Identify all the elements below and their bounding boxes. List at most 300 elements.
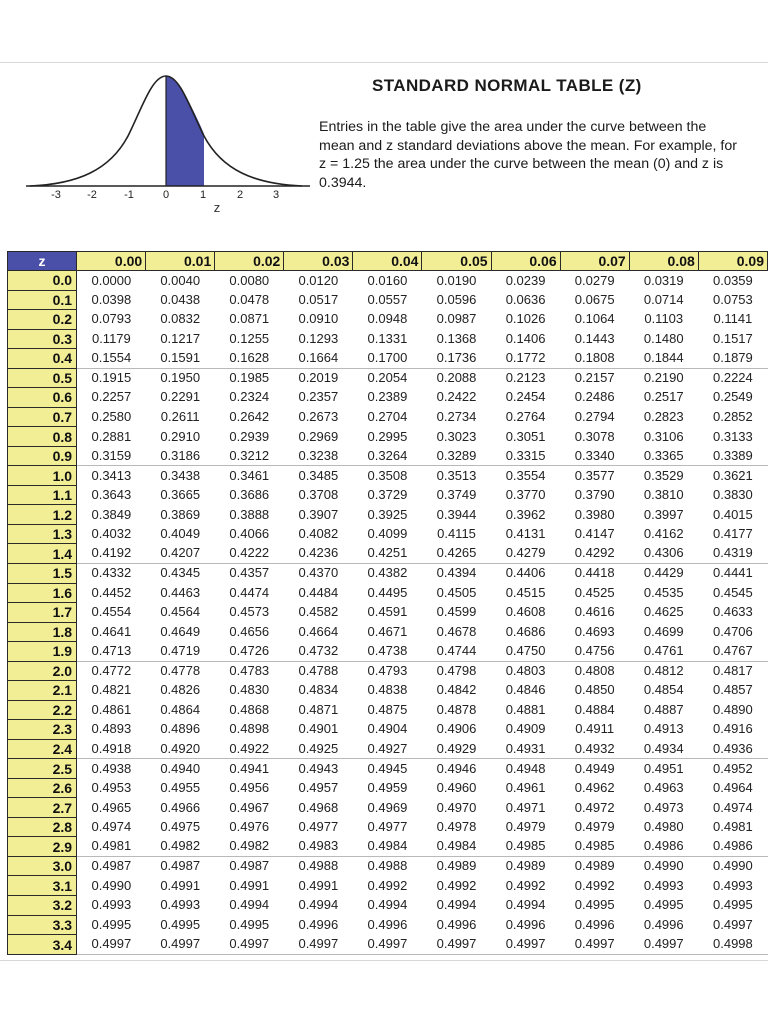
table-cell: 0.4082 — [284, 524, 353, 544]
table-cell: 0.4868 — [215, 700, 284, 720]
table-cell: 0.4970 — [422, 798, 491, 818]
table-cell: 0.4922 — [215, 739, 284, 759]
table-cell: 0.4441 — [698, 563, 767, 583]
table-cell: 0.1255 — [215, 329, 284, 349]
table-cell: 0.4997 — [422, 935, 491, 955]
table-cell: 0.4761 — [629, 642, 698, 662]
table-cell: 0.4938 — [77, 759, 146, 779]
table-cell: 0.4984 — [422, 837, 491, 857]
table-cell: 0.3133 — [698, 427, 767, 447]
table-cell: 0.4495 — [353, 583, 422, 603]
table-cell: 0.4871 — [284, 700, 353, 720]
row-z-value: 1.0 — [8, 466, 77, 486]
table-cell: 0.4983 — [284, 837, 353, 857]
table-cell: 0.4147 — [560, 524, 629, 544]
row-z-value: 3.4 — [8, 935, 77, 955]
table-cell: 0.4925 — [284, 739, 353, 759]
table-cell: 0.4726 — [215, 642, 284, 662]
table-cell: 0.2517 — [629, 388, 698, 408]
table-cell: 0.4976 — [215, 817, 284, 837]
table-cell: 0.4992 — [560, 876, 629, 896]
table-cell: 0.2190 — [629, 368, 698, 388]
table-cell: 0.4878 — [422, 700, 491, 720]
table-cell: 0.4963 — [629, 778, 698, 798]
table-cell: 0.4991 — [284, 876, 353, 896]
row-z-value: 2.3 — [8, 720, 77, 740]
table-cell: 0.4772 — [77, 661, 146, 681]
table-cell: 0.4995 — [698, 896, 767, 916]
table-cell: 0.4370 — [284, 563, 353, 583]
table-cell: 0.3962 — [491, 505, 560, 525]
table-cell: 0.4686 — [491, 622, 560, 642]
table-cell: 0.4966 — [146, 798, 215, 818]
table-cell: 0.1700 — [353, 349, 422, 369]
table-cell: 0.4834 — [284, 681, 353, 701]
table-cell: 0.3264 — [353, 446, 422, 466]
table-cell: 0.4957 — [284, 778, 353, 798]
table-cell: 0.4997 — [560, 935, 629, 955]
table-cell: 0.3621 — [698, 466, 767, 486]
column-header: 0.01 — [146, 252, 215, 271]
column-header: 0.07 — [560, 252, 629, 271]
table-cell: 0.2823 — [629, 407, 698, 427]
table-cell: 0.4875 — [353, 700, 422, 720]
table-cell: 0.4251 — [353, 544, 422, 564]
table-cell: 0.0793 — [77, 310, 146, 330]
table-cell: 0.4964 — [698, 778, 767, 798]
table-cell: 0.2291 — [146, 388, 215, 408]
table-cell: 0.3849 — [77, 505, 146, 525]
table-cell: 0.4997 — [215, 935, 284, 955]
table-cell: 0.4535 — [629, 583, 698, 603]
table-cell: 0.4974 — [698, 798, 767, 818]
row-z-value: 0.9 — [8, 446, 77, 466]
table-cell: 0.4997 — [491, 935, 560, 955]
table-body — [8, 271, 768, 955]
table-cell: 0.4982 — [146, 837, 215, 857]
table-cell: 0.3212 — [215, 446, 284, 466]
table-cell: 0.1480 — [629, 329, 698, 349]
table-cell: 0.3315 — [491, 446, 560, 466]
table-cell: 0.1772 — [491, 349, 560, 369]
table-row — [8, 778, 768, 798]
table-cell: 0.3289 — [422, 446, 491, 466]
table-cell: 0.4778 — [146, 661, 215, 681]
table-cell: 0.4994 — [353, 896, 422, 916]
table-cell: 0.2454 — [491, 388, 560, 408]
table-cell: 0.2995 — [353, 427, 422, 447]
row-z-value: 2.5 — [8, 759, 77, 779]
table-cell: 0.4943 — [284, 759, 353, 779]
table-cell: 0.2157 — [560, 368, 629, 388]
table-cell: 0.0120 — [284, 271, 353, 291]
table-cell: 0.4744 — [422, 642, 491, 662]
table-cell: 0.1179 — [77, 329, 146, 349]
table-cell: 0.0080 — [215, 271, 284, 291]
table-cell: 0.4429 — [629, 563, 698, 583]
table-cell: 0.2486 — [560, 388, 629, 408]
table-cell: 0.0478 — [215, 290, 284, 310]
table-cell: 0.1064 — [560, 310, 629, 330]
table-row — [8, 642, 768, 662]
table-cell: 0.3869 — [146, 505, 215, 525]
table-row — [8, 798, 768, 818]
table-cell: 0.4995 — [629, 896, 698, 916]
table-cell: 0.4988 — [284, 856, 353, 876]
table-cell: 0.4099 — [353, 524, 422, 544]
table-cell: 0.2549 — [698, 388, 767, 408]
table-cell: 0.4996 — [491, 915, 560, 935]
table-cell: 0.4998 — [698, 935, 767, 955]
table-cell: 0.4991 — [146, 876, 215, 896]
table-cell: 0.4971 — [491, 798, 560, 818]
table-cell: 0.4996 — [353, 915, 422, 935]
table-cell: 0.4975 — [146, 817, 215, 837]
table-cell: 0.1736 — [422, 349, 491, 369]
column-header: 0.05 — [422, 252, 491, 271]
table-cell: 0.3665 — [146, 485, 215, 505]
table-cell: 0.4192 — [77, 544, 146, 564]
table-row — [8, 915, 768, 935]
column-header: 0.04 — [353, 252, 422, 271]
table-cell: 0.2734 — [422, 407, 491, 427]
table-cell: 0.3643 — [77, 485, 146, 505]
table-cell: 0.3106 — [629, 427, 698, 447]
table-cell: 0.4279 — [491, 544, 560, 564]
table-cell: 0.4979 — [560, 817, 629, 837]
table-cell: 0.3708 — [284, 485, 353, 505]
tick-label: -1 — [124, 189, 134, 201]
table-cell: 0.1808 — [560, 349, 629, 369]
row-z-value: 1.1 — [8, 485, 77, 505]
table-cell: 0.4965 — [77, 798, 146, 818]
table-cell: 0.3907 — [284, 505, 353, 525]
table-cell: 0.4131 — [491, 524, 560, 544]
table-cell: 0.1443 — [560, 329, 629, 349]
table-cell: 0.4292 — [560, 544, 629, 564]
table-cell: 0.4732 — [284, 642, 353, 662]
table-cell: 0.4394 — [422, 563, 491, 583]
table-cell: 0.4319 — [698, 544, 767, 564]
table-cell: 0.3389 — [698, 446, 767, 466]
table-cell: 0.4236 — [284, 544, 353, 564]
table-cell: 0.4969 — [353, 798, 422, 818]
table-cell: 0.4418 — [560, 563, 629, 583]
table-cell: 0.2764 — [491, 407, 560, 427]
column-header: 0.06 — [491, 252, 560, 271]
table-cell: 0.4505 — [422, 583, 491, 603]
normal-curve-diagram — [18, 66, 318, 218]
table-cell: 0.3944 — [422, 505, 491, 525]
table-cell: 0.4945 — [353, 759, 422, 779]
table-cell: 0.4934 — [629, 739, 698, 759]
table-cell: 0.3023 — [422, 427, 491, 447]
table-row — [8, 817, 768, 837]
table-cell: 0.1103 — [629, 310, 698, 330]
table-cell: 0.4484 — [284, 583, 353, 603]
table-cell: 0.4838 — [353, 681, 422, 701]
table-row — [8, 310, 768, 330]
table-cell: 0.4884 — [560, 700, 629, 720]
table-cell: 0.3997 — [629, 505, 698, 525]
table-cell: 0.4956 — [215, 778, 284, 798]
row-z-value: 1.4 — [8, 544, 77, 564]
table-row — [8, 407, 768, 427]
table-cell: 0.4927 — [353, 739, 422, 759]
table-cell: 0.4633 — [698, 603, 767, 623]
table-row — [8, 505, 768, 525]
table-row — [8, 446, 768, 466]
table-cell: 0.4982 — [215, 837, 284, 857]
table-cell: 0.4962 — [560, 778, 629, 798]
table-cell: 0.4997 — [284, 935, 353, 955]
table-cell: 0.4826 — [146, 681, 215, 701]
table-cell: 0.4977 — [353, 817, 422, 837]
table-cell: 0.2852 — [698, 407, 767, 427]
table-cell: 0.4901 — [284, 720, 353, 740]
table-cell: 0.4981 — [77, 837, 146, 857]
table-cell: 0.4967 — [215, 798, 284, 818]
table-cell: 0.4977 — [284, 817, 353, 837]
corner-cell: z — [8, 252, 77, 271]
table-cell: 0.4974 — [77, 817, 146, 837]
table-cell: 0.4671 — [353, 622, 422, 642]
table-cell: 0.4463 — [146, 583, 215, 603]
bottom-divider — [0, 960, 768, 961]
table-cell: 0.4953 — [77, 778, 146, 798]
table-cell: 0.4808 — [560, 661, 629, 681]
table-cell: 0.2054 — [353, 368, 422, 388]
row-z-value: 1.3 — [8, 524, 77, 544]
table-cell: 0.4918 — [77, 739, 146, 759]
table-cell: 0.4906 — [422, 720, 491, 740]
row-z-value: 3.1 — [8, 876, 77, 896]
table-row — [8, 681, 768, 701]
row-z-value: 0.2 — [8, 310, 77, 330]
table-cell: 0.4981 — [698, 817, 767, 837]
table-cell: 0.4940 — [146, 759, 215, 779]
table-cell: 0.4985 — [491, 837, 560, 857]
table-cell: 0.0910 — [284, 310, 353, 330]
tick-label: 2 — [236, 189, 244, 201]
table-cell: 0.4932 — [560, 739, 629, 759]
table-cell: 0.4664 — [284, 622, 353, 642]
tick-label: -3 — [51, 189, 61, 201]
table-cell: 0.0596 — [422, 290, 491, 310]
table-cell: 0.4115 — [422, 524, 491, 544]
row-z-value: 1.6 — [8, 583, 77, 603]
table-cell: 0.4993 — [629, 876, 698, 896]
table-cell: 0.4993 — [698, 876, 767, 896]
table-row — [8, 856, 768, 876]
table-cell: 0.2969 — [284, 427, 353, 447]
table-cell: 0.4995 — [146, 915, 215, 935]
table-cell: 0.4994 — [491, 896, 560, 916]
column-header: 0.09 — [698, 252, 767, 271]
table-cell: 0.4991 — [215, 876, 284, 896]
table-cell: 0.4798 — [422, 661, 491, 681]
table-cell: 0.3749 — [422, 485, 491, 505]
table-cell: 0.4616 — [560, 603, 629, 623]
table-cell: 0.1950 — [146, 368, 215, 388]
table-cell: 0.0438 — [146, 290, 215, 310]
row-z-value: 2.6 — [8, 778, 77, 798]
table-cell: 0.2389 — [353, 388, 422, 408]
table-cell: 0.4993 — [77, 896, 146, 916]
table-row — [8, 485, 768, 505]
table-cell: 0.3051 — [491, 427, 560, 447]
table-cell: 0.4946 — [422, 759, 491, 779]
table-cell: 0.0319 — [629, 271, 698, 291]
table-cell: 0.4890 — [698, 700, 767, 720]
table-cell: 0.4788 — [284, 661, 353, 681]
table-cell: 0.4699 — [629, 622, 698, 642]
table-cell: 0.4996 — [560, 915, 629, 935]
table-cell: 0.1985 — [215, 368, 284, 388]
table-cell: 0.4719 — [146, 642, 215, 662]
table-cell: 0.3770 — [491, 485, 560, 505]
table-cell: 0.4474 — [215, 583, 284, 603]
table-cell: 0.4554 — [77, 603, 146, 623]
table-cell: 0.4830 — [215, 681, 284, 701]
table-cell: 0.4992 — [353, 876, 422, 896]
table-row — [8, 544, 768, 564]
row-z-value: 0.0 — [8, 271, 77, 291]
table-cell: 0.3413 — [77, 466, 146, 486]
table-cell: 0.4821 — [77, 681, 146, 701]
table-cell: 0.1554 — [77, 349, 146, 369]
table-cell: 0.4990 — [629, 856, 698, 876]
z-table — [7, 251, 768, 955]
table-cell: 0.4995 — [560, 896, 629, 916]
table-cell: 0.4987 — [215, 856, 284, 876]
table-cell: 0.4979 — [491, 817, 560, 837]
row-z-value: 1.7 — [8, 603, 77, 623]
table-cell: 0.4997 — [353, 935, 422, 955]
table-cell: 0.0359 — [698, 271, 767, 291]
table-cell: 0.4357 — [215, 563, 284, 583]
table-cell: 0.4591 — [353, 603, 422, 623]
table-cell: 0.2704 — [353, 407, 422, 427]
table-row — [8, 388, 768, 408]
table-cell: 0.4985 — [560, 837, 629, 857]
row-z-value: 2.9 — [8, 837, 77, 857]
table-cell: 0.3888 — [215, 505, 284, 525]
table-cell: 0.1844 — [629, 349, 698, 369]
table-cell: 0.4959 — [353, 778, 422, 798]
row-z-value: 2.8 — [8, 817, 77, 837]
row-z-value: 1.8 — [8, 622, 77, 642]
row-z-value: 0.7 — [8, 407, 77, 427]
table-cell: 0.4989 — [560, 856, 629, 876]
table-cell: 0.1293 — [284, 329, 353, 349]
column-header: 0.02 — [215, 252, 284, 271]
page-title: STANDARD NORMAL TABLE (Z) — [372, 76, 642, 95]
table-cell: 0.4936 — [698, 739, 767, 759]
table-cell: 0.0557 — [353, 290, 422, 310]
axis-tick-labels — [51, 189, 279, 201]
table-cell: 0.3830 — [698, 485, 767, 505]
table-row — [8, 583, 768, 603]
z-marker: z — [213, 200, 221, 215]
table-cell: 0.4997 — [146, 935, 215, 955]
table-cell: 0.4306 — [629, 544, 698, 564]
table-cell: 0.0160 — [353, 271, 422, 291]
table-cell: 0.4920 — [146, 739, 215, 759]
table-cell: 0.4582 — [284, 603, 353, 623]
table-cell: 0.4573 — [215, 603, 284, 623]
table-cell: 0.1406 — [491, 329, 560, 349]
table-cell: 0.4990 — [698, 856, 767, 876]
table-cell: 0.4980 — [629, 817, 698, 837]
table-cell: 0.4898 — [215, 720, 284, 740]
table-cell: 0.3078 — [560, 427, 629, 447]
table-row — [8, 739, 768, 759]
table-cell: 0.4452 — [77, 583, 146, 603]
table-cell: 0.4893 — [77, 720, 146, 740]
table-cell: 0.4641 — [77, 622, 146, 642]
table-cell: 0.3186 — [146, 446, 215, 466]
table-cell: 0.4993 — [146, 896, 215, 916]
table-cell: 0.0040 — [146, 271, 215, 291]
table-cell: 0.3340 — [560, 446, 629, 466]
table-cell: 0.4793 — [353, 661, 422, 681]
table-cell: 0.4961 — [491, 778, 560, 798]
table-cell: 0.4996 — [422, 915, 491, 935]
tick-label: 3 — [272, 189, 280, 201]
table-cell: 0.4850 — [560, 681, 629, 701]
table-cell: 0.3365 — [629, 446, 698, 466]
table-cell: 0.2422 — [422, 388, 491, 408]
table-description: Entries in the table give the area under the curve between the mean and z standard deviations above the mean. For example, for z = 1.25 the area under the curve between the mean (0) and z is 0.3944. — [319, 119, 737, 191]
table-cell: 0.3577 — [560, 466, 629, 486]
tick-label: -2 — [87, 189, 97, 201]
table-cell: 0.1217 — [146, 329, 215, 349]
table-cell: 0.4931 — [491, 739, 560, 759]
table-cell: 0.4345 — [146, 563, 215, 583]
table-cell: 0.4887 — [629, 700, 698, 720]
table-cell: 0.2611 — [146, 407, 215, 427]
table-cell: 0.4332 — [77, 563, 146, 583]
table-cell: 0.4949 — [560, 759, 629, 779]
table-cell: 0.3438 — [146, 466, 215, 486]
table-cell: 0.0714 — [629, 290, 698, 310]
row-z-value: 0.3 — [8, 329, 77, 349]
table-cell: 0.4854 — [629, 681, 698, 701]
row-z-value: 2.0 — [8, 661, 77, 681]
table-row — [8, 876, 768, 896]
table-cell: 0.4978 — [422, 817, 491, 837]
table-cell: 0.1879 — [698, 349, 767, 369]
table-cell: 0.1915 — [77, 368, 146, 388]
table-cell: 0.4996 — [284, 915, 353, 935]
table-cell: 0.3508 — [353, 466, 422, 486]
table-cell: 0.4846 — [491, 681, 560, 701]
table-cell: 0.2257 — [77, 388, 146, 408]
table-cell: 0.4515 — [491, 583, 560, 603]
table-cell: 0.1141 — [698, 310, 767, 330]
table-cell: 0.4997 — [698, 915, 767, 935]
table-cell: 0.2324 — [215, 388, 284, 408]
table-cell: 0.4382 — [353, 563, 422, 583]
table-cell: 0.4909 — [491, 720, 560, 740]
table-cell: 0.4984 — [353, 837, 422, 857]
table-cell: 0.4996 — [629, 915, 698, 935]
table-cell: 0.4066 — [215, 524, 284, 544]
table-cell: 0.4406 — [491, 563, 560, 583]
table-cell: 0.4992 — [422, 876, 491, 896]
table-row — [8, 622, 768, 642]
